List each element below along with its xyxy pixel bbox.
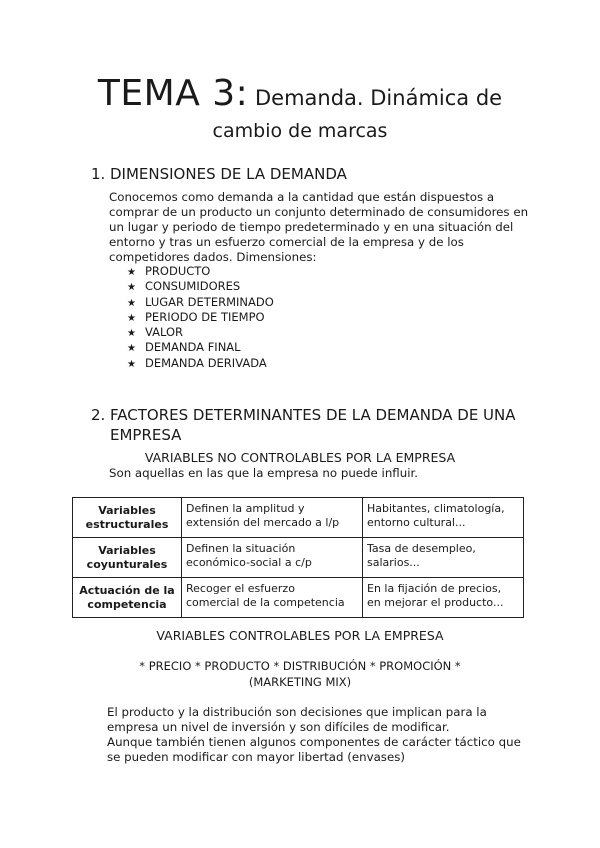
page-title (0, 73, 600, 114)
marketing-mix-label: (MARKETING MIX) (248, 675, 352, 689)
marketing-mix-line: * PRECIO * PRODUCTO * DISTRIBUCIÓN * PROMOCIÓN * (139, 659, 461, 673)
variables-table (72, 497, 524, 618)
list-item: ★ VALOR (127, 325, 274, 340)
uncontrollable-title: VARIABLES NO CONTROLABLES POR LA EMPRESA (144, 450, 456, 465)
paragraph-line: entorno y tras un esfuerzo comercial de la empresa y de los (109, 235, 464, 249)
paragraph-line: un lugar y periodo de tiempo predeterminado y en una situación del (109, 220, 514, 234)
section2-title-line2: EMPRESA (110, 426, 182, 444)
title-number: TEMA 3: (97, 73, 249, 114)
star-bullet-icon: ★ (127, 358, 136, 370)
table-cell: Habitantes, climatología, entorno cultural... (363, 498, 524, 538)
paragraph-line: comprar de un producto un conjunto determinado de consumidores en (109, 205, 529, 219)
page-title-line2: cambio de marcas (212, 120, 388, 142)
table-cell: Variables coyunturales (73, 538, 182, 578)
list-item: ★ DEMANDA FINAL (127, 340, 274, 355)
section2-number: 2. (91, 406, 106, 424)
table-row (73, 578, 524, 618)
table-cell: En la fijación de precios, en mejorar el producto... (363, 578, 524, 618)
list-item: ★ LUGAR DETERMINADO (127, 295, 274, 310)
table-row (73, 538, 524, 578)
section1-number: 1. (91, 165, 106, 183)
uncontrollable-desc: Son aquellas en las que la empresa no puede influir. (109, 466, 419, 480)
paragraph-line: empresa un nivel de inversión y son difíciles de modificar. (107, 720, 450, 734)
title-text: Demanda. Dinámica de (248, 86, 503, 110)
star-bullet-icon: ★ (127, 343, 136, 355)
section1-paragraph (109, 190, 528, 265)
paragraph-line: Conocemos como demanda a la cantidad que están dispuestos a (109, 190, 495, 204)
table-cell: Recoger el esfuerzo comercial de la competencia (182, 578, 363, 618)
list-item: ★ PERIODO DE TIEMPO (127, 310, 274, 325)
section2-heading (91, 405, 516, 445)
list-item: ★ CONSUMIDORES (127, 279, 274, 294)
table-row (73, 498, 524, 538)
table-cell: Tasa de desempleo, salarios... (363, 538, 524, 578)
table-cell: Variables estructurales (73, 498, 182, 538)
star-bullet-icon: ★ (127, 328, 136, 340)
star-bullet-icon: ★ (127, 267, 136, 278)
paragraph-line: El producto y la distribución son decisiones que implican para la (107, 705, 487, 719)
table-cell: Definen la amplitud y extensión del mercado a l/p (182, 498, 363, 538)
table-cell: Definen la situación económico-social a c/p (182, 538, 363, 578)
section1-title: DIMENSIONES DE LA DEMANDA (110, 165, 347, 183)
section1-heading (91, 165, 347, 183)
paragraph-line: Aunque también tienen algunos componentes de carácter táctico que (107, 735, 521, 749)
star-bullet-icon: ★ (127, 297, 136, 309)
star-bullet-icon: ★ (127, 312, 136, 324)
list-item: ★ DEMANDA DERIVADA (127, 356, 274, 371)
list-item: ★ PRODUCTO (127, 264, 274, 279)
paragraph-line: se pueden modificar con mayor libertad (envases) (107, 750, 405, 764)
dimensions-list (127, 264, 274, 371)
section2-title-line1: FACTORES DETERMINANTES DE LA DEMANDA DE UNA (110, 406, 516, 424)
table-cell: Actuación de la competencia (73, 578, 182, 618)
closing-paragraph (107, 705, 521, 765)
controllable-title: VARIABLES CONTROLABLES POR LA EMPRESA (156, 628, 444, 643)
paragraph-line: competidores dados. Dimensiones: (109, 250, 317, 264)
star-bullet-icon: ★ (127, 282, 136, 294)
